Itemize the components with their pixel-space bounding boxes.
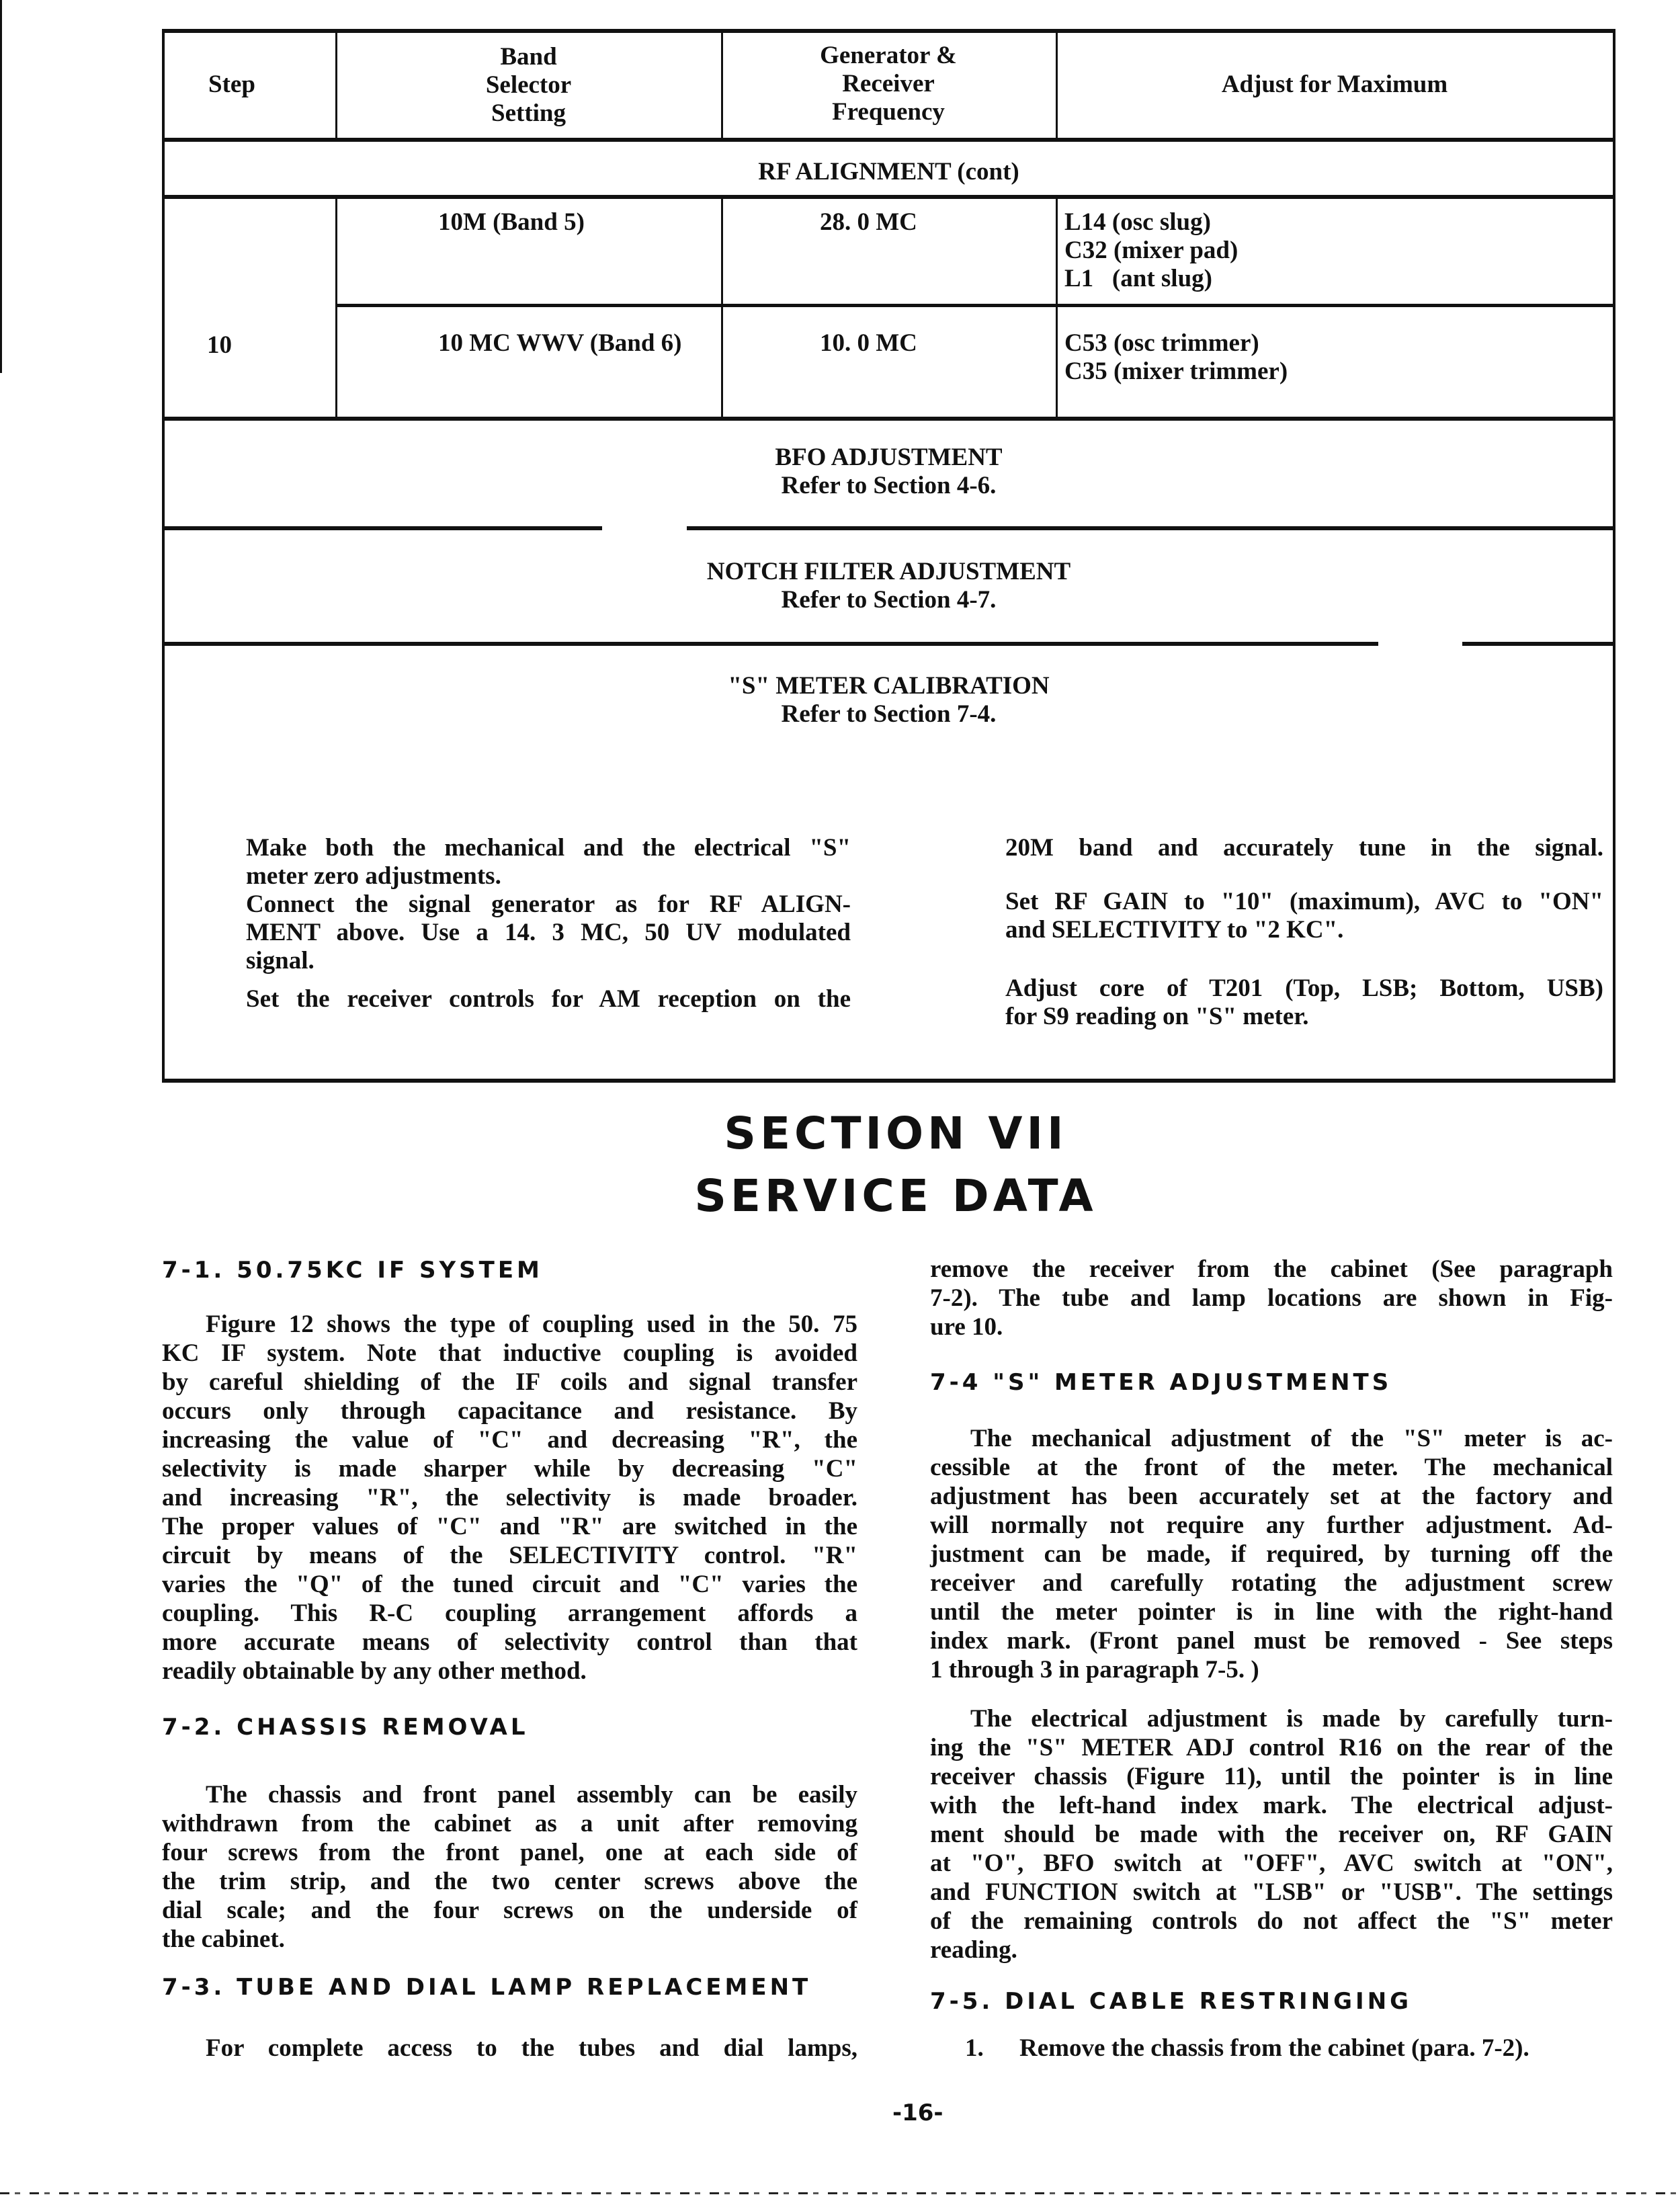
list-item-number: 1. bbox=[965, 2034, 984, 2062]
scan-edge-line bbox=[0, 0, 2, 373]
scan-bottom-line bbox=[0, 2192, 1680, 2194]
header-step: Step bbox=[208, 71, 255, 98]
section-name-title: SERVICE DATA bbox=[694, 1170, 1097, 1222]
section-number-title: SECTION VII bbox=[724, 1108, 1068, 1159]
row2-adjust: C53 (osc trimmer) C35 (mixer trimmer) bbox=[1064, 329, 1288, 385]
bfo-bottom-border-b bbox=[687, 526, 1615, 530]
row2-frequency: 10. 0 MC bbox=[820, 329, 917, 357]
notch-bottom-border-b bbox=[1462, 642, 1615, 646]
table-top-border bbox=[162, 29, 1615, 33]
header-adjust: Adjust for Maximum bbox=[1221, 71, 1448, 98]
page-number: -16- bbox=[892, 2100, 943, 2126]
heading-7-5: 7-5. DIAL CABLE RESTRINGING bbox=[930, 1988, 1413, 2015]
table-left-border bbox=[162, 29, 165, 1083]
heading-7-3: 7-3. TUBE AND DIAL LAMP REPLACEMENT bbox=[162, 1974, 812, 2001]
row1-frequency: 28. 0 MC bbox=[820, 208, 917, 236]
list-item-text: Remove the chassis from the cabinet (para. 7-2). bbox=[1019, 2034, 1529, 2062]
heading-7-2: 7-2. CHASSIS REMOVAL bbox=[162, 1714, 529, 1741]
row-divider bbox=[335, 304, 1615, 307]
rf-row-bottom-border bbox=[162, 195, 1615, 199]
table-right-border bbox=[1613, 29, 1615, 1083]
heading-7-4: 7-4 "S" METER ADJUSTMENTS bbox=[930, 1369, 1392, 1396]
header-frequency: Generator & Receiver Frequency bbox=[820, 42, 957, 126]
rf-alignment-row: RF ALIGNMENT (cont) bbox=[758, 158, 1019, 185]
header-bottom-border bbox=[162, 138, 1615, 142]
row1-band: 10M (Band 5) bbox=[438, 208, 585, 236]
step-number: 10 bbox=[207, 331, 232, 359]
header-band-selector: Band Selector Setting bbox=[485, 43, 572, 127]
table-bottom-border bbox=[162, 1079, 1615, 1083]
heading-7-1: 7-1. 50.75KC IF SYSTEM bbox=[162, 1257, 543, 1284]
notch-bottom-border-a bbox=[162, 642, 1378, 646]
smeter-calibration: "S" METER CALIBRATION Refer to Section 7-4. bbox=[728, 672, 1050, 728]
bfo-adjustment: BFO ADJUSTMENT Refer to Section 4-6. bbox=[775, 444, 1003, 499]
notch-filter-adjustment: NOTCH FILTER ADJUSTMENT Refer to Section 4-7. bbox=[706, 558, 1071, 614]
step10-bottom-border bbox=[162, 417, 1615, 421]
bfo-bottom-border-a bbox=[162, 526, 602, 530]
row2-band: 10 MC WWV (Band 6) bbox=[438, 329, 682, 357]
row1-adjust: L14 (osc slug) C32 (mixer pad) L1 (ant slug) bbox=[1064, 208, 1238, 292]
